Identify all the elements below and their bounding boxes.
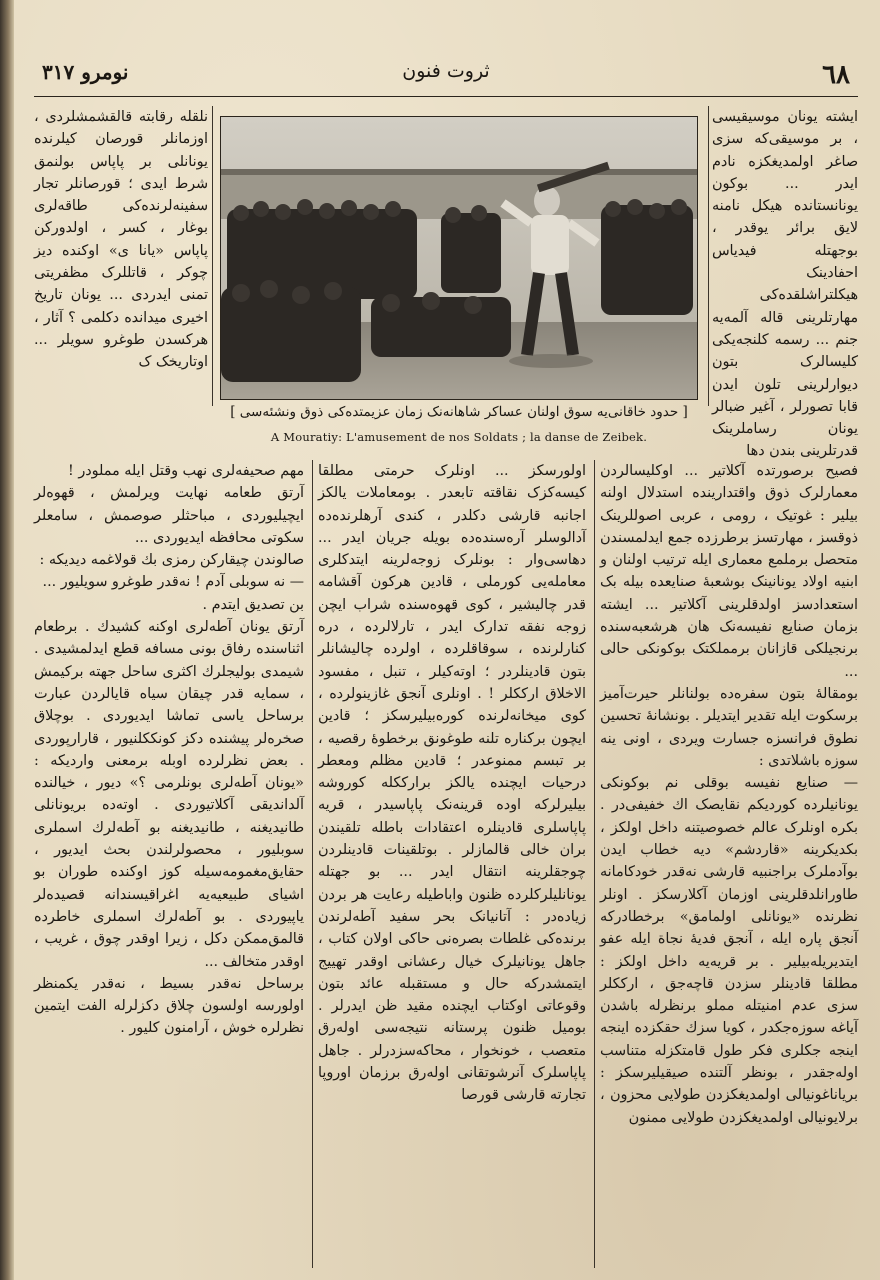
header-rule: [34, 96, 858, 97]
column-divider: [594, 460, 595, 1268]
photo-caption-french: A Mouratiy: L'amusement de nos Soldats ; la danse de Zeibek.: [270, 430, 648, 444]
paragraph: صالوندن چیقارکن رمزی بك قولاغمه دیدیکه :: [39, 552, 304, 569]
paragraph: آرتق طعامه نهایت ویرلمش ، قهوه‌لر ایچیلیوردی ، مباحثلر صوصمش ، سامعلر سکوتی محافظه ایدیوردی ...: [34, 485, 304, 546]
paragraph: فصیح برصورتده آکلاتیر ... اوکلیسالردن معمارلرک ذوق واقتدارینده استدلال اولنه بیلیر : غوتیک ، رومی ، عربی اصوللرینک ذوقسز ، مهارتسز برطرزده جمع ایدلمسندن متحصل برملمع معماری ایله ترتیب اولنان و ابنیه اولاد یونانینک بوشعبهٔ صنایعده بیله بک استعدادسز اولدقلرینی آکلاتیر ... ایشته بزمان صنایع نفیسه‌نک هان هرشعبه‌سنده برنجیلکی قازانان برمملکتک بوکونکی حالی ...: [600, 463, 858, 680]
paragraph: نلقله رقابته قالقشمشلردی ، اوزمانلر قورصان کیلرنده یونانلی بر پاپاس بولنمق شرط ایدی ؛ قورصانلر تجار سفینه‌لرنده‌کی طاقه‌لری بوغار ، کسر ، اولدورکن پاپاس «یانا ی» اوکنده دیز چوکر ، قاتللرک مظفریتی تمنی ایدردی ... یونان تاریخ اخیری میدانده دکلمی ؟ آثار ، هرکسدن طوغرو سویلر ... اوتاریخک ک: [34, 109, 208, 371]
column-bottom-left: [34, 460, 304, 1268]
photo-caption-turkish: [ حدود خاقانی‌یه سوق اولنان عساکر شاهانه‌نک زمان عزیمتده‌کی ذوق ونشئه‌سی ]: [230, 404, 688, 420]
column-bottom-right: [600, 460, 858, 1268]
page-header: [34, 60, 858, 94]
page-binding: [0, 0, 14, 1280]
column-top-right: [712, 106, 858, 460]
paragraph: بن تصدیق ایتدم .: [202, 596, 304, 613]
paragraph: برساحل نه‌قدر بسیط ، نه‌قدر یکمنظر اولورسه اولسون چلاق دکزلرله الفت ایتمین نظرلره خوش ، آرامنون کلیور .: [34, 975, 304, 1037]
issue-number: نومرو ٣١٧: [42, 60, 129, 84]
paragraph: بومقالهٔ بتون سفره‌ده بولنانلر حیرت‌آمیز برسکوت ایله تقدیر ایتدیلر . بونشانهٔ تحسین نطوق فرانسزه جسارت ویردی ، اونی ینه سوزه باشلاتدی :: [600, 685, 858, 769]
paragraph: ایشته یونان موسیقیسی ، بر موسیقی‌که سزی صاغر اولمدیغکزه نادم ایدر ... بوکون یونانستانده هیکل نامنه لایق برائر یوقدر ، بوجهتله فیدیاس احفادینک هیکلتراشلقده‌کی مهارتلرینی قاله آلمه‌یه جنم ... رسمه کلنجه‌یکی کلیسالرک بتون دیوارلرینی تلون ایدن قابا تصورلر ، آغیر ضبالر یونان رساملرینک قدرتلرینی بندن دها: [712, 109, 858, 460]
page-number: ٦٨: [822, 60, 850, 90]
journal-title: ثروت فنون: [402, 60, 490, 82]
paragraph: — نه سوبلی آدم ! نه‌قدر طوغرو سویلیور ...: [42, 574, 304, 591]
column-divider: [312, 460, 313, 1268]
paragraph: آرتق یونان آطه‌لری اوکنه کشیدك . برطعام اثناسنده رفاق بونی مسافه قطع ایدلمشیدی . شیمدی بولیجلرك اکثری ساحل جهته برکیمش ، سمایه قدر چیقان سیاه قایالردن عبارت برساحل یاسی تماشا ایدیوردی . بوچلاق صخره‌لر پیشنده دکز کونککلنیور ، قارارپوردی . بعض نظرلرده اوبله برمعنی واردیکه : «یونان آطه‌لری بونلرمی ؟» دیور ، خیالنده آلدانديقی آکلاتیوردی . اوته‌ده بریونانلی طانیدیغنه ، طانیدیغنه بو آطه‌لرك اسملری سوبلیور ، محصولرلندن بحث ایدیور ، حقایق‌مغمومه‌سیله کوز اوکنده طوران بو اشیای طبیعیه‌یه اغراقیسندانه قصیده‌لر یاپیوردی . بو آطه‌لرك اسملری خاطرده قالمق‌ممکن دکل ، زیرا اوقدر چوق ، غریب ، اوقدر متخالف ...: [34, 619, 304, 970]
column-divider: [212, 106, 213, 406]
photograph-soldiers-dance: [220, 116, 698, 400]
paragraph: اولورسکز ... اونلرک حرمتی مطلقا کیسه‌کزک نقاقته تابعدر . بومعاملات یالکز اجانبه قارشی دکلدر ، کندی آرهلرنده‌ده آدالوسلر آره‌سنده‌ده بویله جریان ایدر ... دهاسی‌وار : بونلرک زوجه‌لرینه ایتدکلری معامله‌یی کورملی ، قادین هرکون آقشامه قدر چالیشیر ، کوی قهوه‌سنده شراب ایچن زوجه نفقه تدارک ایدر ، تارلالرده ، دره کنارلرنده ، سوقاقلرده ، اولرده چالیشانلر بتون قادینلردر ؛ اوته‌کیلر ، تنبل ، مفسود الاخلاق ارککلر ! . اونلری آنجق غازینولرده ، کوی میخانه‌لرنده کوره‌بیلیرسکز ؛ قادین ایچون برکناره تلنه طوغونق برخطوهٔ رقصیه ، بر تبسم ممنوعدر ؛ قادین مظلم ومعطر درحیات ایچنده یالکز برارککله کوروشه بیلیرلرکه اوده قرینه‌نک پاپاسیدر ، قریه پاپاسلری قادینلره اعتقادات باطله تلقیندن بران خالی قالمازلر . بوتلقینات قادینلردن چوجقلرینه انتقال ایدر ... بو جهتله یونانلیلرکلرده ظنون واباطیله رعایت هر بردن زیاده‌در : آتانیانک بحر سفید آطه‌لرندن برنده‌کی غلطات بصره‌نی حاکی اولان کتاب ، جاهل یونانیلرک خیال رعشانی اوقدر تهییج ایتمشدرکه حال و مستقبله عائد بتون وقوعاتی اوکتاب ایچنده مقید ظن ایدرلر . بومیل ظنون پرستانه نتیجه‌سی اوله‌رق متعصب ، خونخوار ، محاکه‌سزدرلر . جاهل پاپاسلرک آنرشوتقانی اوله‌رق برزمان اوروپا تجارته قارشی قورصا: [318, 463, 586, 1104]
photo-illustration: [221, 117, 697, 399]
paragraph: — صنایع نفیسه بوقلی نم بوکونکی یونانیلرده کوردیکم نقایصک اك خفیفی‌در . بکره اونلرک عالم خصوصیتنه داخل اولکز ، بکدیکرینه «قاردشم» دیه خطاب ایدن بوآدملرک براجنبیه قارشی نه‌قدر خودکامانه طاورانلدقلرینی اوزمان آکلارسکز . اونلر نظرنده «یونانلی اولمامق» برخطادرکه آنجق پاره ایله ، آنجق فدیهٔ نجاة ایله عفو ایتدیریله‌بیلیر . بر قریه‌یه داخل اولکز : مطلقا قادینلر سزدن قاچه‌جق ، ارککلر سزی عدم امنیتله مملو برنظرله باشدن آیاغه سوزه‌جکدر ، کویا سزك حقکزده اینجه اینجه جکلری فکر طول قامتکزله متناسب اوله‌جقدر ، بونظر آلتنده صیقیلیرسکز : بریاناغونیالی اولمدیغکزدن طولایی محزون ، برلایونیالی اولمدیغکزدن طولایی ممنون: [600, 775, 858, 1126]
paragraph: مهم صحیفه‌لری نهب وقتل ایله مملودر !: [68, 463, 304, 479]
column-top-left: [34, 106, 208, 436]
column-bottom-middle: [318, 460, 586, 1268]
column-divider: [708, 106, 709, 406]
